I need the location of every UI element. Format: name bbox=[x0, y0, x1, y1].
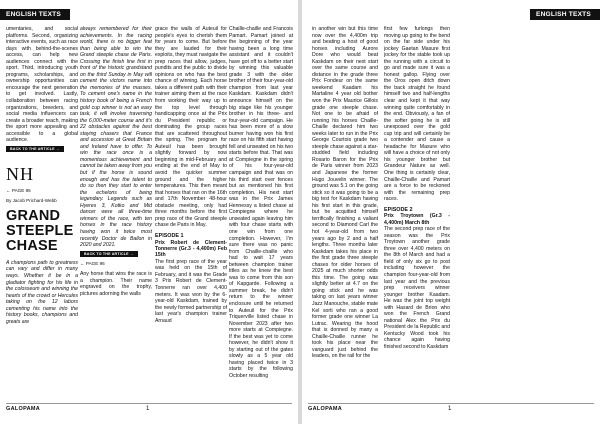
episode-title: Prix Troytown (Gr.3 - 4,400m) March 8th bbox=[384, 213, 450, 226]
body-text: Any horse that wins the race is a champion. Their name engraved on the trophy, pictures adorning the walls bbox=[80, 271, 152, 297]
body-text: The second prep race of the season was the Prix Troytown another grade three over 4,400 meters on the 8th of March and had a field of only six go to post including however the champion four-year-old from last year and the previous prep receivers winner younger brother Kaadam. He was the joint top weight with Hasard de Brion who won the French Grand national Alex the Prix du President de la Republic and Kentucky Wood took his chance again having finished second to Kaskdam bbox=[384, 226, 450, 351]
body-text: grace the walls of Auteuil for people's eyes to cherish them for years to come. But before they are lauded for their exploits, they must navigate the prep races that allow, judges, pundits and the public to divide opinions on who has the best chance of winning. Each horse takes a different path with their trainer aiming them at the race from working their way up to the top level through handicapping once at the Prix du President republic or dominating the group races that are scattered throughout the spring. The program for Auteuil has been brought slightly forward by now beginning in mid-February and ending at the end of May to avoid the quicker summer ground and the higher temperatures. This then meant that horses that ran on the 16th and 17th November 48-hour obstacle meeting, only had three months before the first prep race of the Grand steeple chase de Paris in May. bbox=[155, 26, 227, 229]
body-text: umentaries, and social platforms. Second, organizing interactive events, such as race days with behind-the-scenes access, can help new audiences connect with the sport. Third, introducing youth programs, scholarships, and ownership opportunities can encourage the next generation to get involved. Lastly, collaboration between racing organizations, breeders, and social media influencers can create a broader reach, making the sport more appealing and accessible to a global audience. bbox=[6, 26, 78, 144]
column-2 bbox=[80, 26, 152, 396]
page-ref[interactable]: ← PAGE 95 bbox=[6, 187, 31, 193]
section-logo: NH bbox=[6, 163, 34, 184]
page-number: 1 bbox=[448, 406, 452, 412]
right-page bbox=[302, 0, 600, 424]
section-header: ENGLISH TEXTS bbox=[530, 9, 600, 20]
brand-name: GALOPAMA bbox=[308, 406, 343, 412]
intro-text: A champions path to greatness can vary and differ in many ways. Whether it be in a gladiator fighting for his life in the colosseum and winning the hearts of the crowd or Hercules taking on the 12 labors cementing his name into the history books, champions and greats are bbox=[6, 259, 78, 325]
byline: By Jacob Prichard-Webb bbox=[6, 198, 57, 204]
body-text: The first prep race of the year was held on the 15th of February, and it was the Grade 3 Prix Robert de Clement-Tonnerre ran over 4,400 meters. It was won by the 6-year-old Kaskdam, trained by the newly formed partnership of last year's champion trainer Arnaud bbox=[155, 258, 227, 324]
brand-name: GALOPAMA bbox=[6, 406, 41, 412]
back-to-article-link[interactable]: BACK TO THE ARTICLE → bbox=[80, 251, 138, 257]
column-1 bbox=[6, 26, 78, 396]
body-text: Chaille-chaille and Francois Pamart. Pamart joined at the beginning of the year having been a long time assistant and it couldn't have got off to a better start by winning this valuable grade 3 with the older brother of their four-year-old champion from last year Kaskdam. Kaskdam didn't announce himself on the big stage like his younger brother in his three- and four-year-old campaign. He has been more of a slow burner having won his first race on his fifth start having fell and unseated on his two starts before that. That was at Compiegne in the spring of his four-year-old campaign and that was on his third start over fences but as mentioned his first completion. His next start was in the Prix James Hennessy a listed chase at Compiegne where he unseated again leaving him with four chase starts with one win from one completion. However, I'm sure there was no panic from Chaille-chaille who had to wait 17 years between champion trainer titles as he knew the best was to come from this son of Kapgarde. Following a summer break, he didn't return to the winner enclosure until he returned to Auteuil for the Prix Triquerville listed chase in November 2023 after two more starts at Compiegne. If the best was yet to come however, he didn't show it by starting out of the gates slowly as a 5 year old having placed twice in 3 starts by the following October resulting bbox=[229, 26, 293, 379]
left-page bbox=[0, 0, 298, 424]
column-4 bbox=[229, 26, 293, 396]
page-ref[interactable]: ← PAGE 96 bbox=[80, 260, 105, 266]
footer-rule bbox=[6, 403, 292, 404]
episode-heading: EPISODE 2 bbox=[384, 206, 413, 213]
episode-heading: EPISODE 1 bbox=[155, 232, 184, 239]
footer-rule bbox=[308, 403, 594, 404]
back-to-article-link[interactable]: BACK TO THE ARTICLE → bbox=[6, 146, 64, 152]
column-1 bbox=[312, 26, 378, 396]
section-header: ENGLISH TEXTS bbox=[0, 9, 70, 20]
italic-body-text: always remembered for their achievements. In the racing world, there is no bigger feat than being able to win the Grand steeple chase de Paris. Crossing the finish line first in front of the historic grandstand on the third Sunday in May will cement the victors name into the memories of the masses. To cement one's name in the history book of being a French gold cup winner is not an easy task, it will involve traversing the 6,000-meter course and it's 22 obstacles against the best staying chasers that France and accession at Great Britain and Ireland have to offer. To win the race once is a momentous achievement and cannot be taken away from you but if the horse is sound enough and has the talent to do so then they start to enter the echelons of being legendary. Legends such as Hyeres 3, Kotko and Mid dancer were all three-time winners of the race, with ten horses in the race history having won it twice most recently Doctor de Ballon in 2020 and 2021. bbox=[80, 26, 152, 249]
column-3 bbox=[155, 26, 227, 396]
page-number: 1 bbox=[146, 406, 150, 412]
body-text: in another win but this time now over the 4,400m trip and beating a host of good horses including Aurore Dore who would beat Kaskdam on their next start over the same course and distance in the grade three Prix Fondeur on the same weekend Kaadam his Martaline 4 year old bother won the Prix Maurice Gillois grade one steeple chase. Not one to be afraid of running his horses Chaille-Chaille declared him two weeks later to run in the Prix George Courtois grade two steeple chase against a star-studded field including Rosario Baron for the Prix de Paris winner from 2023 and Japanese the former Hugo Jouvelin winner. The ground was 5.1 on the going stick so it was going to be a big test for Kaskdam having his first start in this grade, but he acquitted himself terrifically finishing a valiant second to Diamond Carl the hot 4-year-old from two years ago by 2 and a half lengths. Three months later Kaskdam takes his place in the first grade three steeple chases for older horses of 2025 at much shorter odds this time. The going was slightly better at 4.7 on the going stick and he was taking on last years winner Jazz Manouche, stable mate Kel sorti who ran a good former grade one winner La Lutrac. Wearing the hood that is donned by many a Chaille-Chaille runner he took his place near the vanguard just behind the leaders, on the rail for the bbox=[312, 26, 378, 360]
episode-title: Prix Robert de Clement-Tonnerre (Gr.3 - 4,400m) Feb 15th bbox=[155, 239, 227, 259]
body-text: first few furlongs then moving up going to the bend on the far side under his jockey Gaetan Masure first jockey for the stable took up the running with a circuit to go and made sure it was a honest gallop. Flying over the Oros open ditch down the back straight he found himself two and half-lengths clear and kept it that way winning quite comfortably in the end. Obviously, a fan of the softer going he is still unexposed over the gold cup trip and will certainly be a contender and cause a headache for Masure who will have a choice of not only his younger brother but Grandeur Nature as well. One thing is certainly clear, Chaille-Chaille and Pamart are a force to be reckoned with the remaining prep races. bbox=[384, 26, 450, 203]
column-2 bbox=[384, 26, 450, 396]
article-title: GRAND STEEPLE CHASE bbox=[6, 207, 74, 254]
